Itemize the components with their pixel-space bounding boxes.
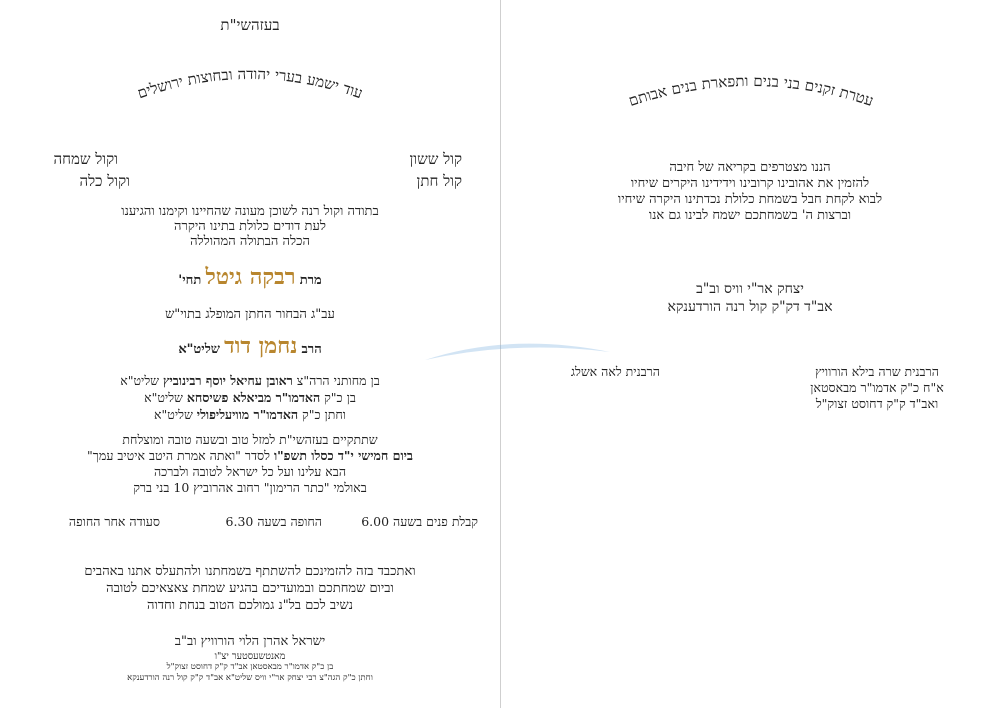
- bride-name: רבקה גיטל: [205, 264, 296, 290]
- bride-suffix: תחי': [178, 273, 202, 288]
- family-line: בן מחותני הרה"צ ראובן עחיאל יוסף רבינוביץ שליט"א: [120, 373, 380, 388]
- groom-line: [60, 333, 440, 359]
- event-date: ביום חמישי י"ד כסלו תשפ"ו: [273, 448, 413, 463]
- host-line: וחתן כ"ק הגה"צ רבי יצחק אר"י וויס שליט"א אב"ד ק"ק קול רנה הורדענקא: [127, 673, 373, 683]
- rebbetzin-line: ואב"ד ק"ק דחוסט זצוק"ל: [815, 396, 939, 411]
- greeting-line: לבוא לקחת חבל בשמחת כלולת נכדתינו היקרה שיחיו: [617, 192, 883, 207]
- event-line: ביום חמישי י"ד כסלו תשפ"ו לסדר "ואתה אמרת היטב איטיב עמך": [87, 448, 413, 463]
- kol-kala: וקול כלה: [79, 172, 130, 190]
- groom-suffix: שליט"א: [178, 342, 220, 357]
- groom-prefix: הרב: [301, 342, 322, 357]
- right-arc-title: [611, 70, 891, 120]
- kol-chasan: קול חתן: [416, 172, 462, 190]
- closing-line: ואתכבד בזה להזמינכם להשתתף בשמחתנו ולהתעלס אתנו באהבים: [84, 564, 416, 579]
- intro-line: הכלה הבתולה המהוללה: [190, 234, 310, 249]
- grandparents-signature: [550, 280, 950, 316]
- rebbetzin-horowitz: [792, 364, 962, 412]
- bsd-header: בעזהשי"ת: [220, 16, 280, 34]
- intro-block: [60, 204, 440, 249]
- event-line: הבא עלינו ועל כל ישראל לטובה ולברכה: [153, 464, 347, 479]
- svg-text:עוד ישמע בערי יהודה ובחוצות יר: [135, 65, 365, 102]
- signature-line: יצחק אר"י וויס וב"ב: [696, 281, 804, 297]
- closing-block: [20, 563, 480, 614]
- groom-name: נחמן דוד: [224, 333, 298, 359]
- rebbetzin-line: הרבנית שרה בילא הורוויץ: [815, 364, 939, 379]
- schedule-chuppah: החופה בשעה 6.30: [225, 514, 322, 529]
- family-line: בן כ"ק האדמו"ר מביאלא פשיסחא שליט"א: [144, 390, 356, 405]
- family-line: וחתן כ"ק האדמו"ר מוויעליפולי שליט"א: [154, 407, 346, 422]
- greeting-line: להזמין את אהובינו קרובינו וידידינו היקרים שיחיו: [630, 176, 870, 191]
- greeting-line: וברצות ה' בשמחתכם ישמח לבינו גם אנו: [648, 208, 852, 223]
- left-arc-title: [110, 60, 390, 120]
- host-name: ישראל אהרן הלוי הורוויץ וב"ב: [174, 634, 326, 649]
- closing-line: וביום שמחתכם ובמועדיכם בהגיע שמחת צאצאיכם לטובה: [106, 581, 394, 596]
- signature-line: אב"ד דק"ק קול רנה הורדענקא: [667, 299, 833, 315]
- host-details: [40, 651, 460, 684]
- left-arc-text: עוד ישמע בערי יהודה ובחוצות ירושלים: [135, 64, 365, 103]
- bride-line: [60, 264, 440, 290]
- event-venue: באולמי "כתר הרימון" רחוב אהרוביץ 10 בני ברק: [133, 480, 367, 495]
- host-city: מאנטשעסטער יצ"ו: [214, 651, 286, 662]
- groom-intro: עב"ג הבחור החתן המופלג בתוי"ש: [165, 307, 335, 322]
- schedule-seuda: סעודה אחר החופה: [68, 514, 160, 529]
- closing-line: נשיב לכם בל"נ גמולכם הטוב בנחת וחדוה: [147, 598, 353, 613]
- event-line: שתתקיים בעזהשי"ת למזל טוב ובשעה טובה ומוצלחת: [122, 432, 378, 447]
- greeting-line: הננו מצטרפים בקריאה של חיבה: [669, 160, 831, 175]
- greeting-block: [550, 160, 950, 224]
- host-line: בן כ"ק אדמו"ר מבאסטאן אב"ד ק"ק דחוסט זצוק"ל: [166, 662, 334, 672]
- svg-text:עטרת זקנים בני בנים ותפארת בני: [626, 72, 875, 110]
- rebbetzin-eshlag: הרבנית לאה אשלג: [570, 364, 660, 379]
- groom-family: [60, 372, 440, 423]
- intro-line: בתודה וקול רנה לשוכן מעונה שהחיינו וקימנו והגיענו: [121, 204, 379, 219]
- right-arc-text: עטרת זקנים בני בנים ותפארת בנים אבותם: [626, 71, 876, 110]
- rebbetzin-line: א"ח כ"ק אדמו"ר מבאסטאן: [810, 380, 944, 395]
- event-details: [60, 432, 440, 496]
- right-page: [501, 0, 1000, 708]
- kol-sason: קול ששון: [409, 150, 462, 168]
- kol-simcha: וקול שמחה: [53, 150, 118, 168]
- schedule-kabbalat: קבלת פנים בשעה 6.00: [361, 514, 478, 529]
- intro-line: לעת דודים כלולת בתינו היקרה: [174, 219, 326, 234]
- bride-prefix: מרת: [299, 273, 322, 288]
